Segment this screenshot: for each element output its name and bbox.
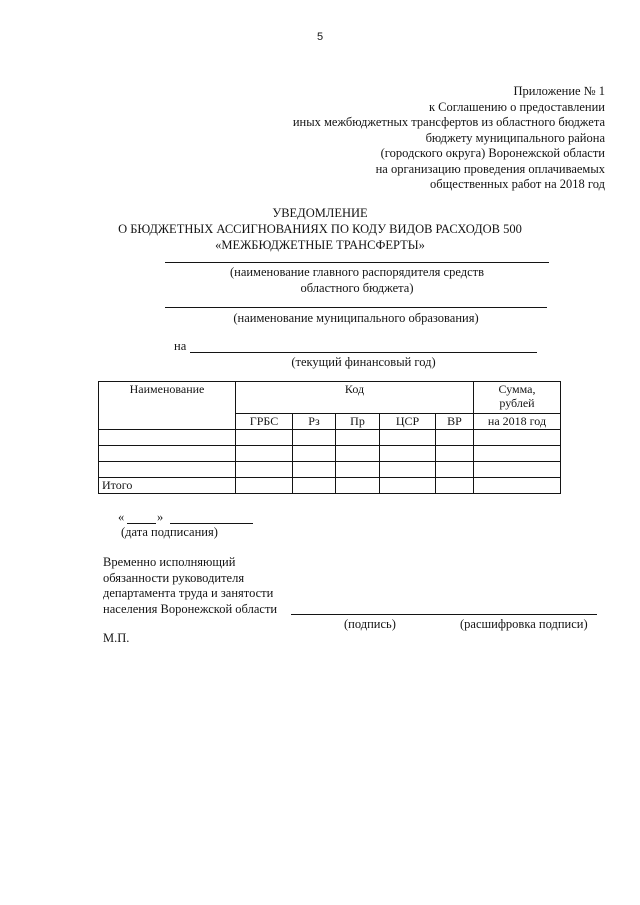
header-code: Код	[236, 382, 474, 414]
seal-label: М.П.	[103, 631, 130, 645]
annex-line: бюджету муниципального района	[425, 130, 605, 145]
year-blank-line	[190, 352, 537, 353]
annex-header	[293, 84, 605, 193]
code-col-vr: ВР	[436, 414, 474, 430]
signature-line	[291, 614, 597, 615]
date-day-line	[127, 523, 156, 524]
annex-line: общественных работ на 2018 год	[429, 177, 605, 191]
annex-line: к Соглашению о предоставлении	[428, 99, 605, 114]
table-row	[99, 446, 561, 462]
year-prefix: на	[174, 339, 187, 353]
date-open-quote: «	[118, 510, 125, 524]
title-line: УВЕДОМЛЕНИЕ	[272, 206, 368, 220]
code-col-rz: Рз	[293, 414, 336, 430]
table-row	[99, 430, 561, 446]
municipality-blank-line	[165, 307, 547, 308]
header-name: Наименование	[99, 382, 236, 430]
table-row	[99, 462, 561, 478]
assignments-table	[98, 381, 561, 494]
annex-line: (городского округа) Воронежской области	[380, 146, 605, 160]
municipality-caption: (наименование муниципального образования)	[233, 311, 479, 325]
code-col-pr: Пр	[336, 414, 380, 430]
annex-line: Приложение № 1	[513, 84, 605, 98]
code-col-csr: ЦСР	[380, 414, 436, 430]
title-line: «МЕЖБЮДЖЕТНЫЕ ТРАНСФЕРТЫ»	[215, 238, 425, 252]
header-sum: Сумма, рублей	[474, 382, 561, 414]
date-caption: (дата подписания)	[121, 525, 218, 539]
annex-line: иных межбюджетных трансфертов из областного бюджета	[292, 115, 605, 129]
title-line: О БЮДЖЕТНЫХ АССИГНОВАНИЯХ ПО КОДУ ВИДОВ РАСХОДОВ 500	[118, 222, 522, 236]
code-col-grbs: ГРБС	[236, 414, 293, 430]
year-caption: (текущий финансовый год)	[291, 355, 436, 369]
decoding-caption: (расшифровка подписи)	[460, 617, 588, 631]
table-header-row	[99, 382, 561, 414]
date-close-quote: »	[157, 510, 164, 524]
table-total-row	[99, 478, 561, 494]
document-title	[0, 205, 640, 253]
annex-line: на организацию проведения оплачиваемых	[375, 161, 605, 176]
signature-caption: (подпись)	[344, 617, 396, 631]
sum-subheader: на 2018 год	[474, 414, 561, 430]
signatory-title: Временно исполняющий обязанности руководителя департамента труда и занятости населения Воронежской области	[103, 555, 278, 616]
page-number: 5	[316, 31, 324, 43]
distributor-caption: (наименование главного распорядителя средств областного бюджета)	[229, 265, 485, 295]
date-month-line	[170, 523, 253, 524]
distributor-blank-line	[165, 262, 549, 263]
total-label: Итого	[99, 478, 236, 494]
